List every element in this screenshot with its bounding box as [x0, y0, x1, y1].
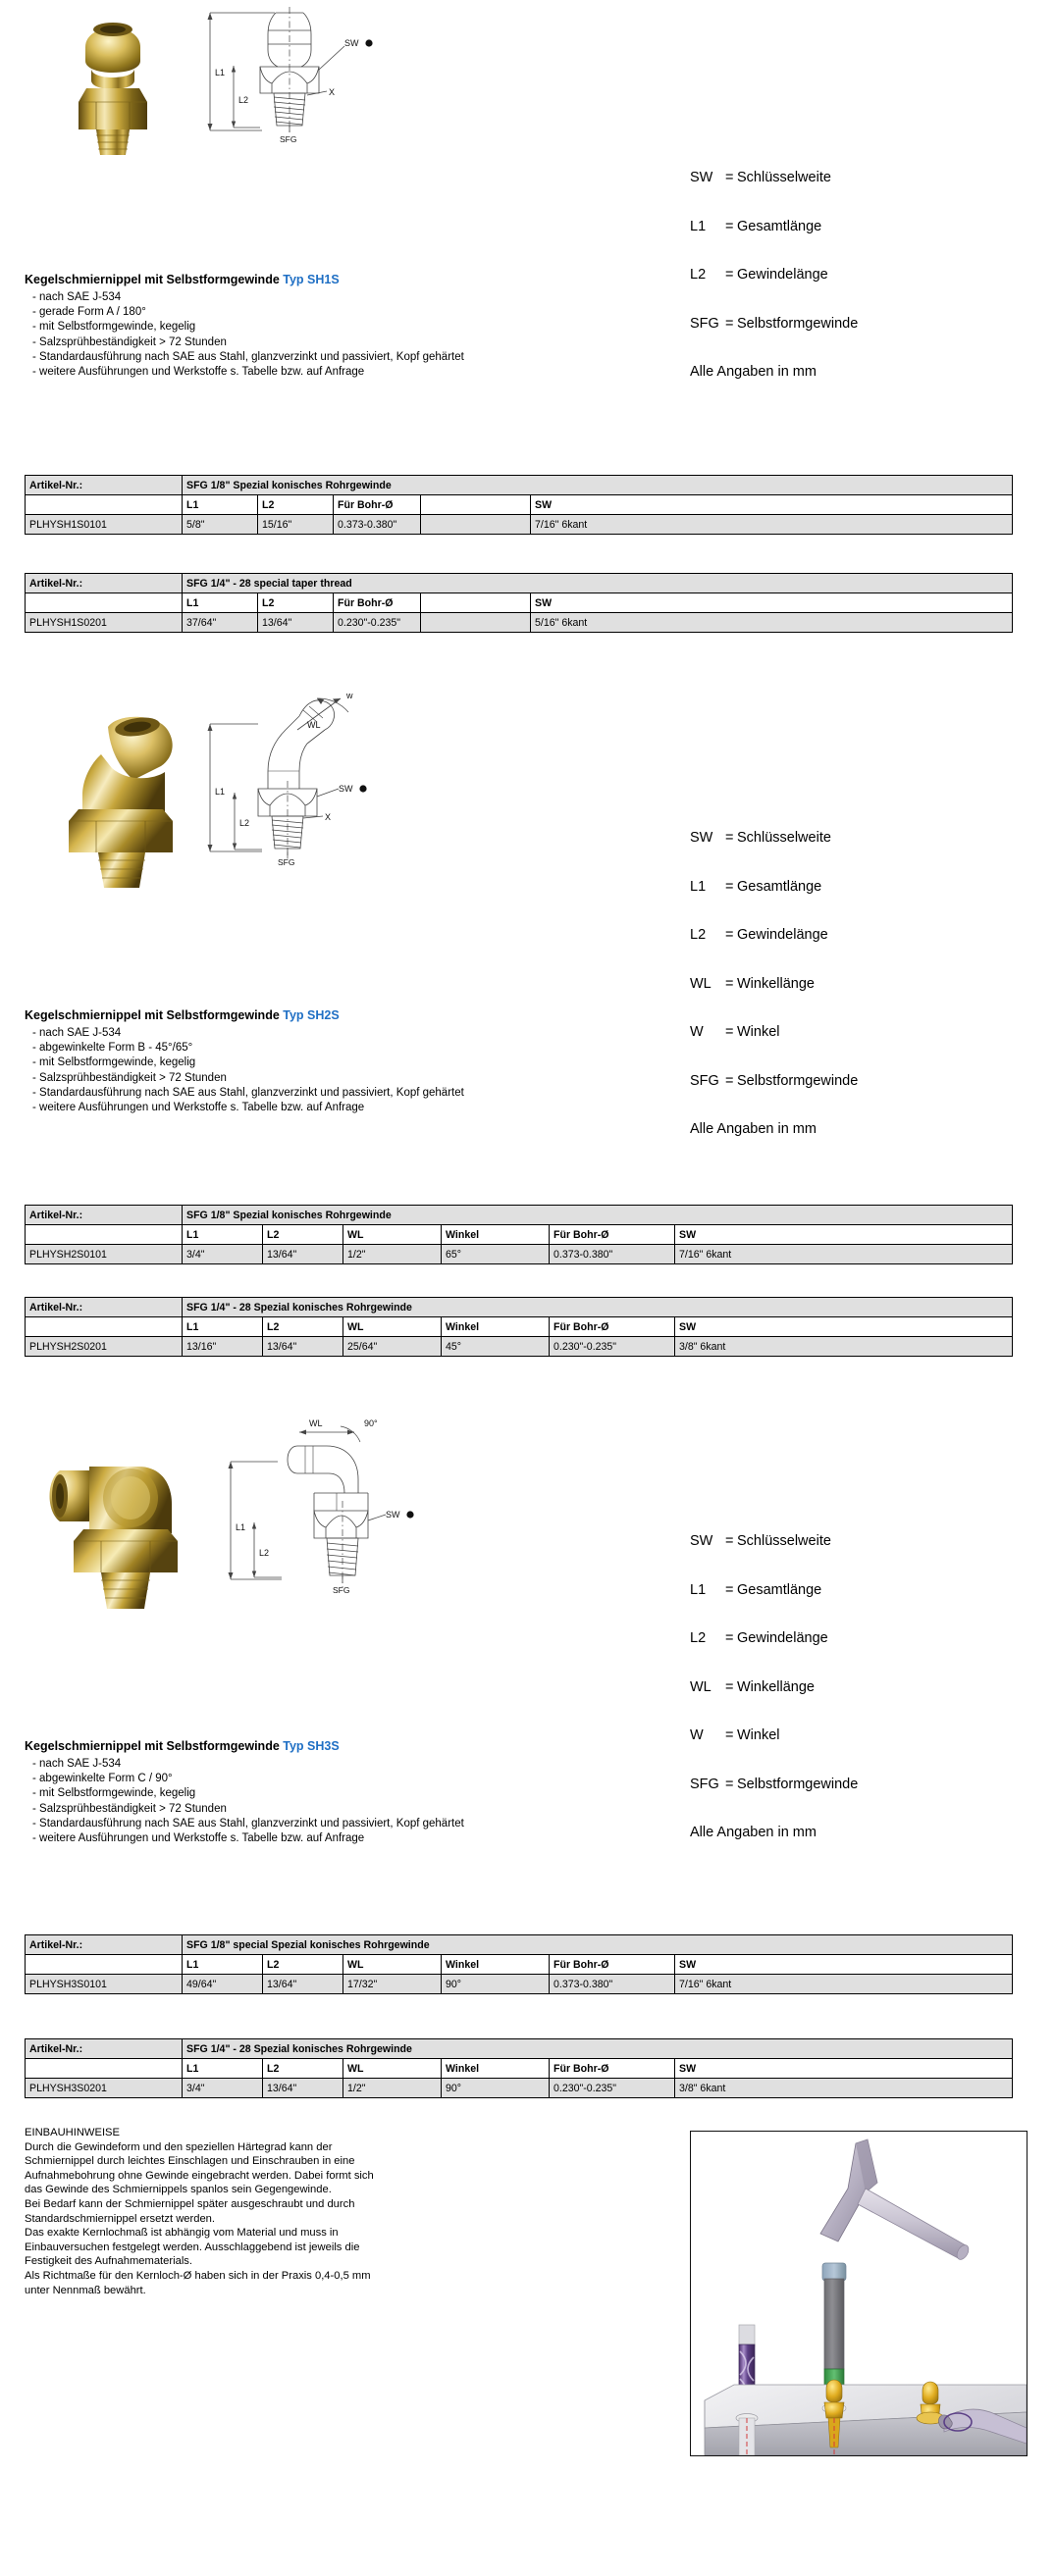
column-header: L2	[263, 1317, 343, 1337]
product-photo-sh3s	[44, 1427, 216, 1609]
section-type-code: Typ SH1S	[283, 273, 340, 286]
dim-label-angle: 90°	[364, 1418, 378, 1428]
table-cell: 49/64"	[183, 1975, 263, 1994]
section-title-sh2s	[25, 1008, 340, 1022]
table-cell: 3/8" 6kant	[675, 1337, 1013, 1357]
table-cell	[421, 613, 531, 633]
product-photo-sh2s	[47, 711, 209, 888]
table-row	[26, 2079, 1013, 2098]
table-group-header: SFG 1/8" special Spezial konisches Rohrgewinde	[183, 1935, 1013, 1955]
section-title-sh3s	[25, 1739, 340, 1753]
legend-angled-45	[690, 798, 858, 1170]
column-header: SW	[675, 1955, 1013, 1975]
table-row	[26, 1975, 1013, 1994]
column-header: Für Bohr-Ø	[550, 2059, 675, 2079]
column-header: L2	[258, 495, 334, 515]
section-type-code: Typ SH2S	[283, 1008, 340, 1022]
article-number: PLHYSH3S0201	[26, 2079, 183, 2098]
legend-row: SW = Schlüsselweite	[690, 170, 831, 185]
legend-row: WL = Winkellänge	[690, 975, 815, 992]
article-number: PLHYSH2S0201	[26, 1337, 183, 1357]
table-cell: 1/2"	[343, 1245, 442, 1264]
legend-note: Alle Angaben in mm	[690, 364, 817, 380]
table-cell: 25/64"	[343, 1337, 442, 1357]
column-header: Für Bohr-Ø	[550, 1317, 675, 1337]
spec-table-sh3s-18	[25, 1934, 1013, 1994]
notes-line: unter Nennmaß bewährt.	[25, 2284, 146, 2296]
column-header: L2	[263, 2059, 343, 2079]
table-row	[26, 476, 1013, 495]
table-row	[26, 1317, 1013, 1337]
legend-row: SW = Schlüsselweite	[690, 830, 831, 846]
column-header: Winkel	[442, 1225, 550, 1245]
bullet-item: - gerade Form A / 180°	[32, 306, 146, 319]
section-title-text: Kegelschmiernippel mit Selbstformgewinde	[25, 273, 280, 286]
bullet-item: - Salzsprühbeständigkeit > 72 Stunden	[32, 335, 227, 348]
spec-table-sh1s-18	[25, 475, 1013, 535]
legend-row: L2 = Gewindelänge	[690, 927, 828, 943]
section-title-sh1s	[25, 273, 340, 286]
notes-line: das Gewinde des Schmiernippels spanlos sein Gegengewinde.	[25, 2184, 332, 2196]
column-header: Für Bohr-Ø	[334, 495, 421, 515]
bullet-item: - Salzsprühbeständigkeit > 72 Stunden	[32, 1071, 227, 1084]
bullet-item: - mit Selbstformgewinde, kegelig	[32, 1787, 196, 1800]
table-cell	[26, 593, 183, 613]
table-cell: 0.230"-0.235"	[550, 1337, 675, 1357]
driver-tool-icon	[822, 2263, 846, 2398]
table-cell: 3/8" 6kant	[675, 2079, 1013, 2098]
column-header: Für Bohr-Ø	[550, 1225, 675, 1245]
legend-row: SFG = Selbstformgewinde	[690, 315, 859, 332]
legend-row: L1 = Gesamtlänge	[690, 878, 822, 895]
section-bullets-sh3s	[25, 1757, 464, 1846]
dim-label-sw: SW	[344, 38, 359, 48]
bullet-item: - nach SAE J-534	[32, 1758, 122, 1770]
column-header: SW	[531, 495, 1013, 515]
table-group-header: SFG 1/4" - 28 special taper thread	[183, 574, 1013, 593]
notes-line: Aufnahmebohrung ohne Gewinde eingebracht werden. Dabei formt sich	[25, 2169, 374, 2182]
table-corner-label: Artikel-Nr.:	[26, 1206, 183, 1225]
table-cell	[421, 515, 531, 535]
bullet-item: - abgewinkelte Form C / 90°	[32, 1773, 173, 1785]
dim-label-l1: L1	[236, 1522, 246, 1532]
table-cell: 13/64"	[263, 1245, 343, 1264]
column-header: WL	[343, 2059, 442, 2079]
notes-line: Festigkeit des Aufnahmematerials.	[25, 2255, 193, 2268]
section-bullets-sh1s	[25, 290, 464, 380]
article-number: PLHYSH1S0101	[26, 515, 183, 535]
table-cell: 15/16"	[258, 515, 334, 535]
column-header: L1	[183, 1955, 263, 1975]
legend-row: W = Winkel	[690, 1727, 780, 1743]
spec-table-sh2s-18	[25, 1205, 1013, 1264]
table-cell: 13/64"	[258, 613, 334, 633]
column-header: WL	[343, 1317, 442, 1337]
installation-cad-illustration	[690, 2131, 1028, 2456]
notes-line: Das exakte Kernlochmaß ist abhängig vom Material und muss in	[25, 2227, 339, 2240]
hammer-icon	[820, 2139, 971, 2261]
section-type-code: Typ SH3S	[283, 1739, 340, 1753]
legend-row: SFG = Selbstformgewinde	[690, 1776, 859, 1792]
table-row	[26, 613, 1013, 633]
table-group-header: SFG 1/4" - 28 Spezial konisches Rohrgewinde	[183, 1298, 1013, 1317]
table-cell: 0.230"-0.235"	[334, 613, 421, 633]
table-cell: 17/32"	[343, 1975, 442, 1994]
legend-row: L2 = Gewindelänge	[690, 267, 828, 283]
bullet-item: - weitere Ausführungen und Werkstoffe s. Tabelle bzw. auf Anfrage	[32, 1832, 365, 1845]
bullet-item: - weitere Ausführungen und Werkstoffe s. Tabelle bzw. auf Anfrage	[32, 366, 365, 379]
dim-label-x: X	[329, 87, 336, 97]
table-row	[26, 2059, 1013, 2079]
sw-marker-dot	[359, 785, 366, 792]
table-cell: 0.373-0.380"	[334, 515, 421, 535]
bullet-item: - mit Selbstformgewinde, kegelig	[32, 1056, 196, 1069]
dim-label-sw: SW	[386, 1510, 400, 1520]
dim-label-l2: L2	[239, 818, 250, 828]
notes-line: Schmiernippel durch leichtes Einschlagen und Einschrauben in eine	[25, 2155, 355, 2168]
table-cell: 5/8"	[183, 515, 258, 535]
product-photo-sh1s	[39, 8, 186, 155]
technical-drawing-sh1s	[201, 5, 417, 157]
column-header: L1	[183, 1225, 263, 1245]
legend-angled-90	[690, 1501, 858, 1874]
table-cell: 7/16" 6kant	[531, 515, 1013, 535]
table-corner-label: Artikel-Nr.:	[26, 1935, 183, 1955]
table-cell	[26, 495, 183, 515]
bullet-item: - abgewinkelte Form B - 45°/65°	[32, 1042, 193, 1055]
spec-table-sh3s-14	[25, 2038, 1013, 2098]
bullet-item: - Standardausführung nach SAE aus Stahl, glanzverzinkt und passiviert, Kopf gehärtet	[32, 1817, 464, 1829]
table-group-header: SFG 1/4" - 28 Spezial konisches Rohrgewinde	[183, 2039, 1013, 2059]
column-header: WL	[343, 1225, 442, 1245]
column-header: SW	[675, 1225, 1013, 1245]
table-cell: 7/16" 6kant	[675, 1245, 1013, 1264]
column-header: Winkel	[442, 2059, 550, 2079]
table-cell	[26, 1317, 183, 1337]
table-row	[26, 1337, 1013, 1357]
legend-row: SW = Schlüsselweite	[690, 1533, 831, 1549]
column-header: Für Bohr-Ø	[334, 593, 421, 613]
table-cell: 37/64"	[183, 613, 258, 633]
table-corner-label: Artikel-Nr.:	[26, 476, 183, 495]
table-cell: 5/16" 6kant	[531, 613, 1013, 633]
table-corner-label: Artikel-Nr.:	[26, 1298, 183, 1317]
legend-note: Alle Angaben in mm	[690, 1121, 817, 1137]
table-row	[26, 593, 1013, 613]
table-cell: 3/4"	[183, 1245, 263, 1264]
column-header: L2	[258, 593, 334, 613]
bullet-item: - nach SAE J-534	[32, 1027, 122, 1039]
article-number: PLHYSH2S0101	[26, 1245, 183, 1264]
table-row	[26, 1206, 1013, 1225]
bullet-item: - Standardausführung nach SAE aus Stahl, glanzverzinkt und passiviert, Kopf gehärtet	[32, 350, 464, 363]
dim-label-x: X	[325, 812, 332, 822]
article-number: PLHYSH1S0201	[26, 613, 183, 633]
section-title-text: Kegelschmiernippel mit Selbstformgewinde	[25, 1008, 280, 1022]
table-cell: 65°	[442, 1245, 550, 1264]
spec-table-sh1s-14	[25, 573, 1013, 633]
legend-row: L1 = Gesamtlänge	[690, 1581, 822, 1598]
dim-label-l1: L1	[215, 787, 226, 797]
bullet-item: - mit Selbstformgewinde, kegelig	[32, 321, 196, 334]
table-cell: 1/2"	[343, 2079, 442, 2098]
column-header: L2	[263, 1955, 343, 1975]
column-header	[421, 495, 531, 515]
notes-line: Als Richtmaße für den Kernloch-Ø haben sich in der Praxis 0,4-0,5 mm	[25, 2269, 371, 2282]
table-group-header: SFG 1/8" Spezial konisches Rohrgewinde	[183, 476, 1013, 495]
sw-marker-dot	[406, 1511, 413, 1518]
section-title-text: Kegelschmiernippel mit Selbstformgewinde	[25, 1739, 280, 1753]
sw-marker-dot	[365, 39, 372, 46]
dim-label-sfg: SFG	[278, 857, 295, 867]
bullet-item: - nach SAE J-534	[32, 291, 122, 303]
dim-label-sfg: SFG	[333, 1585, 350, 1595]
table-cell: 90°	[442, 1975, 550, 1994]
table-cell	[26, 1225, 183, 1245]
notes-line: Bei Bedarf kann der Schmiernippel später ausgeschraubt und durch	[25, 2197, 355, 2210]
legend-note: Alle Angaben in mm	[690, 1825, 817, 1840]
table-cell: 13/16"	[183, 1337, 263, 1357]
column-header: Winkel	[442, 1955, 550, 1975]
notes-line: Standardschmiernippel ersetzt werden.	[25, 2212, 216, 2225]
legend-row: W = Winkel	[690, 1024, 780, 1040]
article-number: PLHYSH3S0101	[26, 1975, 183, 1994]
dim-label-wl: WL	[307, 720, 321, 730]
column-header: L2	[263, 1225, 343, 1245]
table-cell: 13/64"	[263, 1975, 343, 1994]
table-row	[26, 1298, 1013, 1317]
installation-notes	[25, 2126, 535, 2297]
table-cell: 0.373-0.380"	[550, 1975, 675, 1994]
technical-drawing-sh3s	[211, 1413, 422, 1609]
table-row	[26, 1935, 1013, 1955]
table-cell: 3/4"	[183, 2079, 263, 2098]
dim-label-wl: WL	[309, 1418, 323, 1428]
legend-row: WL = Winkellänge	[690, 1678, 815, 1695]
legend-row: L2 = Gewindelänge	[690, 1630, 828, 1646]
notes-heading: EINBAUHINWEISE	[25, 2127, 120, 2138]
legend-row: SFG = Selbstformgewinde	[690, 1072, 859, 1089]
legend-row: L1 = Gesamtlänge	[690, 218, 822, 234]
table-cell	[26, 2059, 183, 2079]
column-header: L1	[183, 593, 258, 613]
column-header: L1	[183, 1317, 263, 1337]
column-header: L1	[183, 495, 258, 515]
table-row	[26, 2039, 1013, 2059]
table-row	[26, 574, 1013, 593]
table-cell: 13/64"	[263, 1337, 343, 1357]
dim-label-l2: L2	[238, 95, 249, 105]
dim-label-l1: L1	[215, 68, 226, 77]
column-header	[421, 593, 531, 613]
table-cell: 90°	[442, 2079, 550, 2098]
column-header: WL	[343, 1955, 442, 1975]
column-header: SW	[675, 1317, 1013, 1337]
bullet-item: - Standardausführung nach SAE aus Stahl, glanzverzinkt und passiviert, Kopf gehärtet	[32, 1086, 464, 1099]
table-row	[26, 515, 1013, 535]
notes-line: Einbauversuchen festgelegt werden. Ausschlaggebend ist jeweils die	[25, 2241, 360, 2253]
dim-label-w: w	[346, 691, 353, 700]
legend-straight	[690, 137, 858, 413]
section-bullets-sh2s	[25, 1026, 464, 1115]
spec-table-sh2s-14	[25, 1297, 1013, 1357]
table-cell: 0.230"-0.235"	[550, 2079, 675, 2098]
column-header: SW	[675, 2059, 1013, 2079]
table-cell: 13/64"	[263, 2079, 343, 2098]
table-row	[26, 1955, 1013, 1975]
table-corner-label: Artikel-Nr.:	[26, 574, 183, 593]
column-header: Winkel	[442, 1317, 550, 1337]
table-cell: 0.373-0.380"	[550, 1245, 675, 1264]
technical-drawing-sh2s	[201, 687, 422, 883]
bullet-item: - weitere Ausführungen und Werkstoffe s. Tabelle bzw. auf Anfrage	[32, 1102, 365, 1114]
dim-label-l2: L2	[259, 1548, 270, 1558]
column-header: Für Bohr-Ø	[550, 1955, 675, 1975]
notes-line: Durch die Gewindeform und den speziellen Härtegrad kann der	[25, 2140, 333, 2153]
table-row	[26, 1225, 1013, 1245]
table-cell	[26, 1955, 183, 1975]
bullet-item: - Salzsprühbeständigkeit > 72 Stunden	[32, 1802, 227, 1815]
table-cell: 7/16" 6kant	[675, 1975, 1013, 1994]
column-header: SW	[531, 593, 1013, 613]
table-corner-label: Artikel-Nr.:	[26, 2039, 183, 2059]
dim-label-sw: SW	[339, 784, 353, 794]
column-header: L1	[183, 2059, 263, 2079]
table-cell: 45°	[442, 1337, 550, 1357]
table-group-header: SFG 1/8" Spezial konisches Rohrgewinde	[183, 1206, 1013, 1225]
table-row	[26, 1245, 1013, 1264]
table-row	[26, 495, 1013, 515]
dim-label-sfg: SFG	[280, 134, 297, 144]
